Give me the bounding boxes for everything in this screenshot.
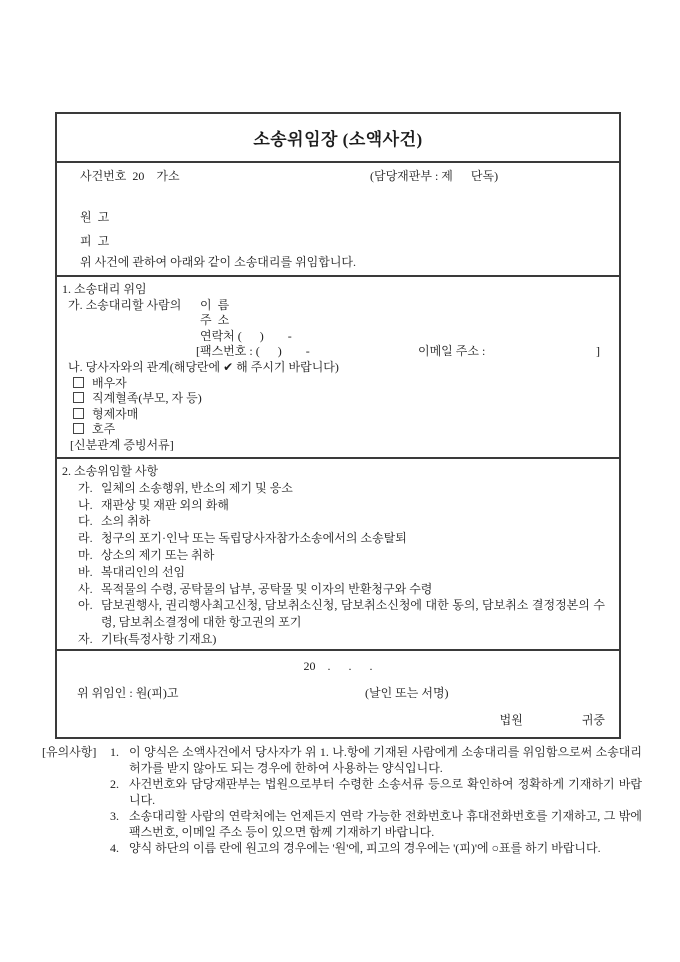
contact-field-label: 연락처 ( ) - [200,328,292,343]
scope-item-number: 자. [78,631,93,646]
title-section [57,114,619,163]
scope-item-number: 마. [78,547,93,562]
email-field-label: 이메일 주소 : [418,344,486,359]
scope-item-text: 일체의 소송행위, 반소의 제기 및 응소 [101,480,293,495]
delegate-person-prefix: 가. 소송대리할 사람의 [68,297,182,312]
scope-item-number: 바. [78,564,93,579]
scope-item [57,547,619,564]
scope-item-text: 기타(특정사항 기재요) [101,631,217,646]
scope-item-text: 청구의 포기·인낙 또는 독립당사자참가소송에서의 소송탈퇴 [101,531,407,546]
note-number: 2. [110,777,119,791]
note-number: 3. [110,809,119,823]
scope-item-number: 사. [78,581,93,596]
signature-section [57,651,619,737]
court-department-field: (담당재판부 : 제 단독) [370,169,499,183]
delegator-line [57,686,619,701]
note-item [42,776,642,808]
form-border-box [55,112,621,739]
scope-item-text: 재판상 및 재판 외의 화해 [101,497,229,512]
checkbox-label-householder: 호주 [92,422,116,437]
note-text: 이 양식은 소액사건에서 당사자가 위 1. 나.항에 기재된 사람에게 소송대리를 위임함으로써 소송대리허가를 받지 않아도 되는 경우에 한하여 사용하는 양식입니다. [129,745,642,775]
checkbox-sibling[interactable] [73,408,84,419]
plaintiff-label: 원 고 [80,210,110,224]
relationship-item: 나. 당사자와의 관계(해당란에 ✔ 해 주시기 바랍니다) [68,359,339,374]
note-item [42,744,642,776]
bracket-close: ] [596,344,600,359]
delegation-statement: 위 사건에 관하여 아래와 같이 소송대리를 위임합니다. [80,255,357,269]
defendant-label: 피 고 [80,234,110,248]
evidence-note: [신분관계 증빙서류] [70,437,174,452]
note-number: 4. [110,841,119,855]
scope-item [57,497,619,514]
note-text: 양식 하단의 이름 란에 원고의 경우에는 '원'에, 피고의 경우에는 '(피)'에 ○표를 하기 바랍니다. [129,841,601,855]
date-line: 20 . . . [303,659,373,673]
note-label-spacer [42,840,110,856]
note-text: 소송대리할 사람의 연락처에는 언제든지 연락 가능한 전화번호나 휴대전화번호를 기재하고, 그 밖에 팩스번호, 이메일 주소 등이 있으면 함께 기재하기 바랍니다. [129,809,642,839]
scope-item-number: 다. [78,514,93,529]
scope-item-number: 라. [78,531,93,546]
delegation-info-section [57,277,619,459]
scope-item-text: 목적물의 수령, 공탁물의 납부, 공탁물 및 이자의 반환청구와 수령 [101,581,433,596]
fax-email-line [57,344,619,360]
seal-or-signature-note: (날인 또는 서명) [365,686,449,700]
checkbox-label-lineal: 직계혈족(부모, 자 등) [92,391,202,406]
note-number: 1. [110,745,119,759]
court-name-label: 법원 [499,713,523,727]
checkbox-row-spouse [57,376,619,392]
scope-item-text: 복대리인의 선임 [101,564,186,579]
scope-item-number: 아. [78,598,93,613]
delegator-label: 위 위임인 : 원(피)고 [77,686,179,700]
notes-section [42,744,642,856]
checkbox-row-sibling [57,407,619,423]
fax-field-label: [팩스번호 : ( ) - [196,344,310,359]
checkbox-householder[interactable] [73,423,84,434]
case-number-field: 사건번호 20 가소 [80,169,180,183]
scope-item [57,564,619,581]
note-label-spacer [42,776,110,808]
note-item [42,808,642,840]
scope-item [57,597,619,631]
section1-heading: 1. 소송대리 위임 [62,282,147,296]
scope-item-text: 상소의 제기 또는 취하 [101,547,215,562]
page-title: 소송위임장 (소액사건) [253,130,423,149]
name-field-label: 이 름 [200,297,230,312]
note-item [42,840,642,856]
notes-label: [유의사항] [42,745,97,759]
court-address-line [500,713,605,728]
section2-heading: 2. 소송위임할 사항 [62,464,159,478]
scope-item [57,480,619,497]
case-info-section [57,163,619,277]
note-label-spacer [42,808,110,840]
address-field-label: 주 소 [200,313,230,328]
checkbox-row-lineal [57,391,619,407]
scope-item-text: 소의 취하 [101,514,151,529]
scope-item [57,530,619,547]
scope-item [57,513,619,530]
delegation-scope-section [57,459,619,651]
scope-item-number: 나. [78,497,93,512]
scope-item-number: 가. [78,480,93,495]
note-text: 사건번호와 담당재판부는 법원으로부터 수령한 소송서류 등으로 확인하여 정확하게 기재하기 바랍니다. [129,777,642,807]
delegate-person-line [57,298,619,314]
checkbox-label-sibling: 형제자매 [92,406,139,421]
court-honorific-label: 귀중 [581,713,605,727]
case-number-line [57,169,619,184]
scope-item-text: 담보권행사, 권리행사최고신청, 담보취소신청, 담보취소신청에 대한 동의, 담보취소 결정정본의 수령, 담보취소결정에 대한 항고권의 포기 [101,598,605,630]
checkbox-label-spouse: 배우자 [92,375,127,390]
checkbox-spouse[interactable] [73,377,84,388]
scope-item [57,581,619,598]
scope-item [57,631,619,648]
checkbox-row-householder [57,422,619,438]
checkbox-lineal-relative[interactable] [73,392,84,403]
